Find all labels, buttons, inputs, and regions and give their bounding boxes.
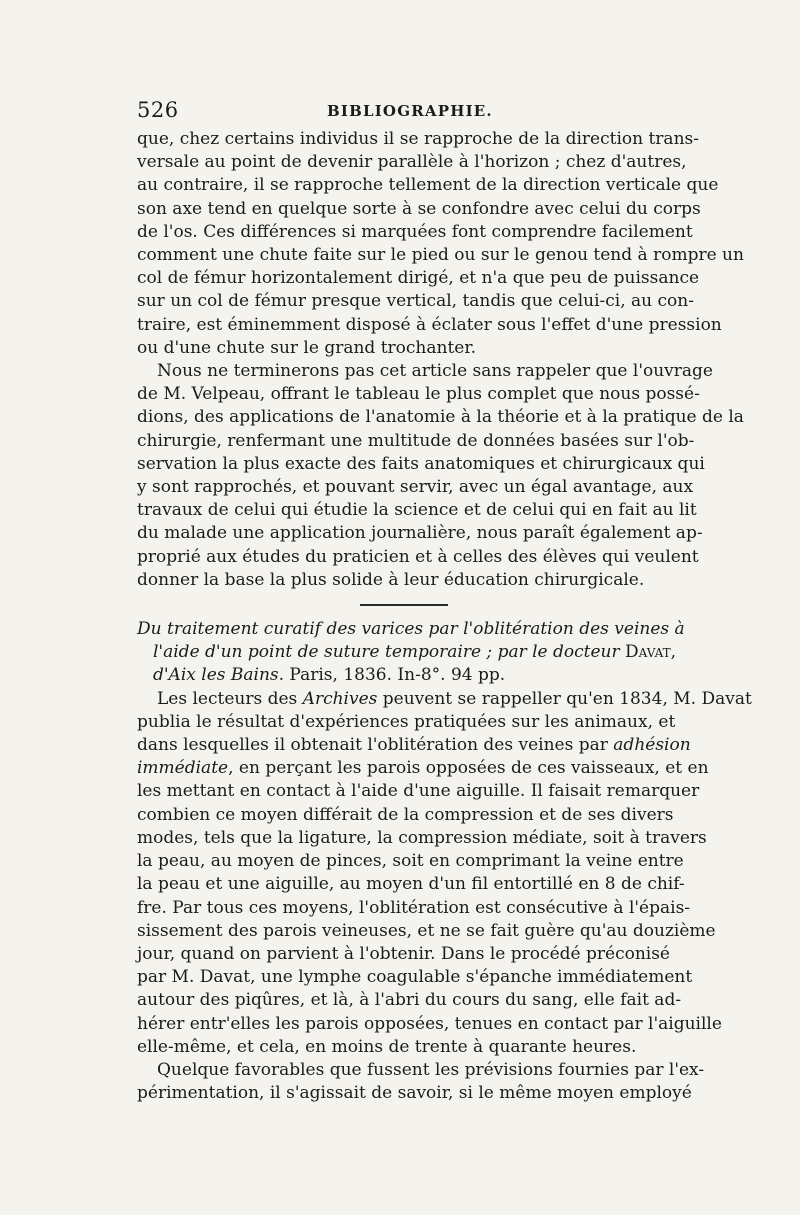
paragraph-velpeau bbox=[137, 360, 744, 592]
text-line: que, chez certains individus il se rapproche de la direction trans- bbox=[137, 129, 699, 149]
text-line: combien ce moyen différait de la compression et de ses divers bbox=[137, 804, 674, 825]
paragraph-experimentation bbox=[137, 1059, 705, 1105]
text-line: jour, quand on parvient à l'obtenir. Dans le procédé préconisé bbox=[137, 943, 670, 964]
text-line: comment une chute faite sur le pied ou sur le genou tend à rompre un bbox=[137, 245, 744, 266]
text-line: servation la plus exacte des faits anatomiques et chirurgicaux qui bbox=[137, 453, 705, 474]
text-line: elle-même, et cela, en moins de trente à quarante heures. bbox=[137, 1036, 637, 1057]
text-line: travaux de celui qui étudie la science et de celui qui en fait au lit bbox=[137, 500, 697, 521]
bibliographic-citation bbox=[137, 618, 685, 688]
text-line: donner la base la plus solide à leur éducation chirurgicale. bbox=[137, 569, 645, 590]
text-line: la peau, au moyen de pinces, soit en comprimant la veine entre bbox=[137, 851, 684, 872]
text-fragment: , en perçant les parois opposées de ces vaisseaux, et en bbox=[228, 758, 709, 779]
text-line: fre. Par tous ces moyens, l'oblitération est consécutive à l'épais- bbox=[137, 897, 691, 918]
citation-title-fragment: l'aide d'un point de suture temporaire ; par le docteur bbox=[153, 642, 626, 663]
text-line: dions, des applications de l'anatomie à la théorie et à la pratique de la bbox=[137, 407, 744, 428]
text-line: traire, est éminemment disposé à éclater sous l'effet d'une pression bbox=[137, 314, 722, 335]
text-line: modes, tels que la ligature, la compression médiate, soit à travers bbox=[137, 827, 707, 848]
text-line: ou d'une chute sur le grand trochanter. bbox=[137, 337, 477, 358]
text-line: sur un col de fémur presque vertical, tandis que celui-ci, au con- bbox=[137, 291, 694, 312]
citation-place: d'Aix les Bains bbox=[153, 665, 279, 686]
text-line: la peau et une aiguille, au moyen d'un fil entortillé en 8 de chif- bbox=[137, 874, 685, 895]
horizontal-rule bbox=[360, 604, 448, 606]
text-line: Quelque favorables que fussent les prévisions fournies par l'ex- bbox=[157, 1059, 705, 1080]
paragraph-davat-review bbox=[137, 688, 752, 1059]
text-line: autour des piqûres, et là, à l'abri du cours du sang, elle fait ad- bbox=[137, 990, 682, 1011]
text-line bbox=[137, 734, 691, 757]
text-fragment: Les lecteurs des bbox=[157, 688, 303, 709]
text-line: proprié aux études du praticien et à celles des élèves qui veulent bbox=[137, 546, 699, 567]
text-line: son axe tend en quelque sorte à se confondre avec celui du corps bbox=[137, 198, 701, 219]
page-number: 526 bbox=[137, 98, 179, 122]
text-line: par M. Davat, une lymphe coagulable s'épanche immédiatement bbox=[137, 967, 693, 988]
text-line: au contraire, il se rapproche tellement de la direction verticale que bbox=[137, 175, 719, 196]
text-line: de l'os. Ces différences si marquées font comprendre facilement bbox=[137, 221, 693, 242]
citation-imprint: . Paris, 1836. In-8°. 94 pp. bbox=[278, 665, 506, 686]
text-line: de M. Velpeau, offrant le tableau le plus complet que nous possé- bbox=[137, 384, 700, 405]
citation-title-line bbox=[137, 641, 677, 664]
section-divider bbox=[137, 592, 670, 618]
text-line: versale au point de devenir parallèle à l'horizon ; chez d'autres, bbox=[137, 152, 687, 173]
text-line: y sont rapprochés, et pouvant servir, avec un égal avantage, aux bbox=[137, 477, 694, 498]
citation-author: Davat bbox=[625, 642, 671, 663]
text-fragment: dans lesquelles il obtenait l'oblitération des veines par bbox=[137, 735, 614, 756]
emphasis-term: adhésion bbox=[613, 735, 691, 756]
text-line: chirurgie, renfermant une multitude de données basées sur l'ob- bbox=[137, 430, 695, 451]
text-line: hérer entr'elles les parois opposées, tenues en contact par l'aiguille bbox=[137, 1013, 722, 1034]
citation-punctuation: , bbox=[670, 642, 677, 663]
text-line: les mettant en contact à l'aide d'une aiguille. Il faisait remarquer bbox=[137, 781, 700, 802]
text-line: col de fémur horizontalement dirigé, et n'a que peu de puissance bbox=[137, 268, 700, 289]
text-line bbox=[137, 757, 709, 780]
citation-title-line: Du traitement curatif des varices par l'oblitération des veines à bbox=[137, 619, 685, 640]
text-line: sissement des parois veineuses, et ne se fait guère qu'au douzième bbox=[137, 920, 716, 941]
text-line: périmentation, il s'agissait de savoir, si le même moyen employé bbox=[137, 1083, 692, 1104]
running-header bbox=[137, 98, 670, 128]
text-line: Nous ne terminerons pas cet article sans rappeler que l'ouvrage bbox=[157, 361, 713, 382]
text-line bbox=[137, 688, 752, 711]
emphasis-term: immédiate bbox=[137, 758, 229, 779]
citation-imprint-line bbox=[137, 664, 670, 687]
journal-title: Archives bbox=[302, 688, 378, 709]
body-text bbox=[137, 128, 752, 1105]
running-title: BIBLIOGRAPHIE. bbox=[327, 102, 493, 120]
text-fragment: peuvent se rappeller qu'en 1834, M. Davat bbox=[377, 688, 752, 709]
paragraph-femur-neck bbox=[137, 128, 744, 360]
text-line: publia le résultat d'expériences pratiquées sur les animaux, et bbox=[137, 711, 676, 732]
text-line: du malade une application journalière, nous paraît également ap- bbox=[137, 523, 703, 544]
